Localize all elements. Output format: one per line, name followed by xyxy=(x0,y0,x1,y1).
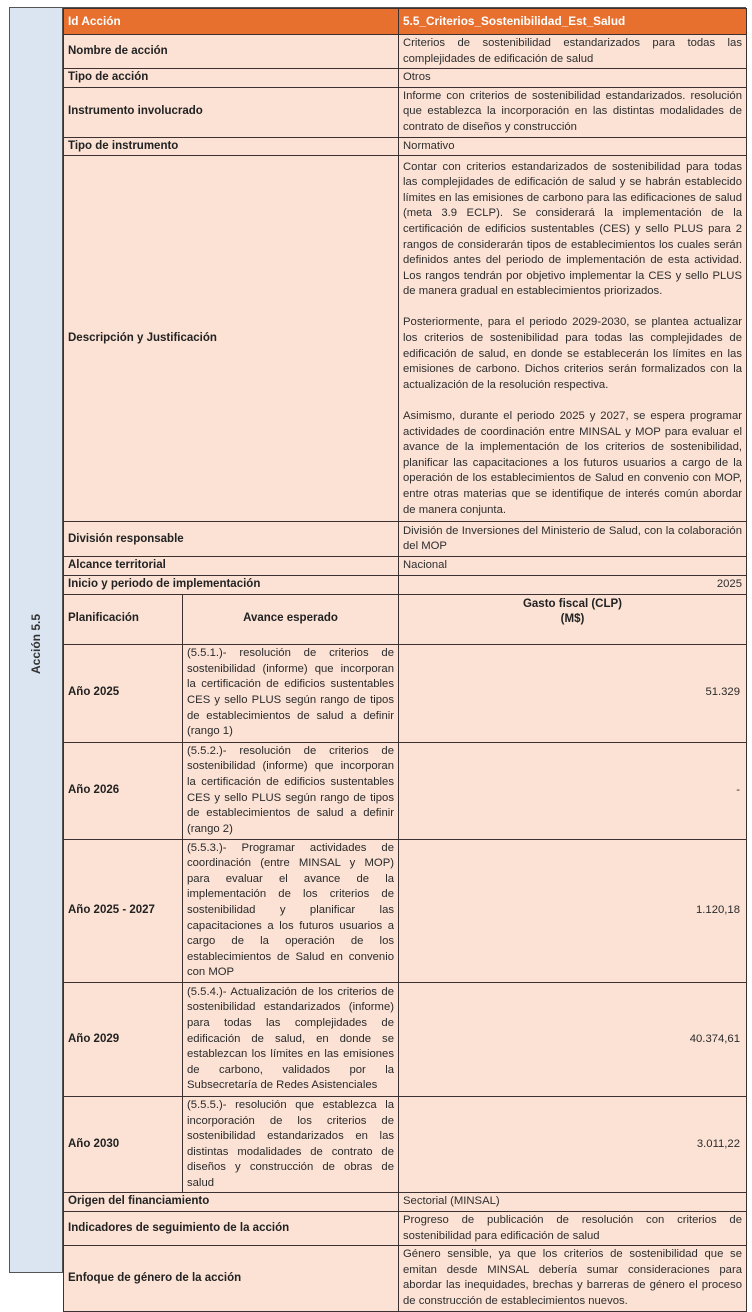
row-label: Instrumento involucrado xyxy=(64,87,399,137)
planning-year: Año 2026 xyxy=(64,742,183,839)
planning-avance: (5.5.5.)- resolución que establezca la incorporación de los criterios de sostenibilidad estandarizados en las distintas modalidades de contrato de diseños y construcción de obras de salud xyxy=(183,1096,399,1193)
planning-row xyxy=(64,644,747,742)
row-label: Origen del financiamiento xyxy=(64,1193,399,1212)
row-genero xyxy=(64,1246,747,1311)
planning-gasto: - xyxy=(399,742,747,839)
header-value: 5.5_Criterios_Sostenibilidad_Est_Salud xyxy=(399,9,747,35)
planning-avance: (5.5.2.)- resolución de criterios de sostenibilidad (informe) que incorporan la certificación de edificios sustentables CES y sello PLUS según rango de tipos de establecimientos de salud a definir (rango 2) xyxy=(183,742,399,839)
row-label: Descripción y Justificación xyxy=(64,156,399,522)
row-label: Tipo de instrumento xyxy=(64,137,399,156)
planning-year: Año 2025 - 2027 xyxy=(64,839,183,982)
planning-header-row xyxy=(64,594,747,644)
action-table xyxy=(63,8,747,1312)
side-label: Acción 5.5 xyxy=(29,613,43,675)
row-alcance xyxy=(64,557,747,576)
description-paragraph: Asimismo, durante el periodo 2025 y 2027, se espera programar actividades de coordinación entre MINSAL y MOP para evaluar el avance de la implementación de los criterios de sostenibilidad, planificar las capacitaciones a los futuros usuarios a cargo de la operación de los establecimientos de Salud en convenio con MOP, entre otras materias que se identifique de interés común abordar de manera conjunta. xyxy=(403,410,742,516)
planning-row xyxy=(64,982,747,1096)
planning-gasto: 40.374,61 xyxy=(399,982,747,1096)
row-value: 2025 xyxy=(399,575,747,594)
row-inicio xyxy=(64,575,747,594)
row-origen xyxy=(64,1193,747,1212)
planning-avance: (5.5.1.)- resolución de criterios de sostenibilidad (informe) que incorporan la certificación de edificios sustentables CES y sello PLUS según rango de tipos de establecimientos de salud a definir (rango 1) xyxy=(183,644,399,742)
row-label: Indicadores de seguimiento de la acción xyxy=(64,1212,399,1246)
row-tipo-accion xyxy=(64,69,747,88)
row-value: Género sensible, ya que los criterios de sostenibilidad que se emitan desde MINSAL debería sumar consideraciones para abordar las inequidades, brechas y barreras de género el proceso de construcción de establecimientos nuevos. xyxy=(399,1246,747,1311)
row-value: Criterios de sostenibilidad estandarizados para todas las complejidades de edificación de salud xyxy=(399,35,747,69)
planning-year: Año 2025 xyxy=(64,644,183,742)
row-indicadores xyxy=(64,1212,747,1246)
avance-header: Avance esperado xyxy=(183,594,399,644)
gasto-header-line1: Gasto fiscal (CLP) xyxy=(522,597,623,610)
header-row xyxy=(64,9,747,35)
row-nombre xyxy=(64,35,747,69)
row-label: Enfoque de género de la acción xyxy=(64,1246,399,1311)
row-value: Normativo xyxy=(399,137,747,156)
action-sheet xyxy=(9,7,746,1308)
description-paragraph: Posteriormente, para el periodo 2029-2030, se plantea actualizar los criterios de sostenibilidad para todas las complejidades de edificación de salud, en donde se establecerán los límites en las emisiones de carbono. Dichos criterios serán formalizados con la actualización de la resolución respectiva. xyxy=(403,316,742,391)
planning-gasto: 1.120,18 xyxy=(399,839,747,982)
planning-year: Año 2030 xyxy=(64,1096,183,1193)
planning-avance: (5.5.4.)- Actualización de los criterios de sostenibilidad estandarizados (informe) para todas las complejidades de edificación de salud, en donde se establezcan los límites en las emisiones de carbono, validados por la Subsecretaría de Redes Asistenciales xyxy=(183,982,399,1096)
row-label: Alcance territorial xyxy=(64,557,399,576)
row-value xyxy=(399,156,747,522)
gasto-header xyxy=(399,594,747,644)
gasto-header-line2: (M$) xyxy=(560,613,585,626)
row-value: Progreso de publicación de resolución con criterios de sostenibilidad para edificación de salud xyxy=(399,1212,747,1246)
planning-row xyxy=(64,742,747,839)
row-tipo-instrumento xyxy=(64,137,747,156)
row-label: Nombre de acción xyxy=(64,35,399,69)
row-instrumento xyxy=(64,87,747,137)
row-descripcion xyxy=(64,156,747,522)
row-label: División responsable xyxy=(64,522,399,557)
header-label: Id Acción xyxy=(64,9,399,35)
row-label: Tipo de acción xyxy=(64,69,399,88)
row-value: Nacional xyxy=(399,557,747,576)
row-label: Inicio y periodo de implementación xyxy=(64,575,399,594)
planning-year: Año 2029 xyxy=(64,982,183,1096)
row-value: Informe con criterios de sostenibilidad estandarizados. resolución que establezca la incorporación en las distintas modalidades de contrato de diseños y construcción xyxy=(399,87,747,137)
description-paragraph: Contar con criterios estandarizados de sostenibilidad para todas las complejidades de edificación de salud y se habrán establecido límites en las emisiones de carbono para las edificaciones de salud (meta 3.9 ECLP). Se considerará la implementación de la certificación de edificios sustentables (CES) y sello PLUS para 2 rangos de considerarán tipos de establecimientos los cuales serán definidos antes del periodo de implementación de esta actividad. Los rangos tendrán por objetivo implementar la CES y sello PLUS de manera gradual en establecimientos priorizados. xyxy=(403,160,742,298)
planning-row xyxy=(64,839,747,982)
planning-avance: (5.5.3.)- Programar actividades de coordinación (entre MINSAL y MOP) para evaluar el avance de la implementación de los criterios de sostenibilidad y planificar las capacitaciones a los futuros usuarios a cargo de la operación de los establecimientos de Salud en convenio con MOP xyxy=(183,839,399,982)
row-value: Sectorial (MINSAL) xyxy=(399,1193,747,1212)
row-value: División de Inversiones del Ministerio de Salud, con la colaboración del MOP xyxy=(399,522,747,557)
planning-gasto: 51.329 xyxy=(399,644,747,742)
row-value: Otros xyxy=(399,69,747,88)
planificacion-header: Planificación xyxy=(64,594,183,644)
row-division xyxy=(64,522,747,557)
planning-gasto: 3.011,22 xyxy=(399,1096,747,1193)
side-column xyxy=(10,8,63,1272)
planning-row xyxy=(64,1096,747,1193)
